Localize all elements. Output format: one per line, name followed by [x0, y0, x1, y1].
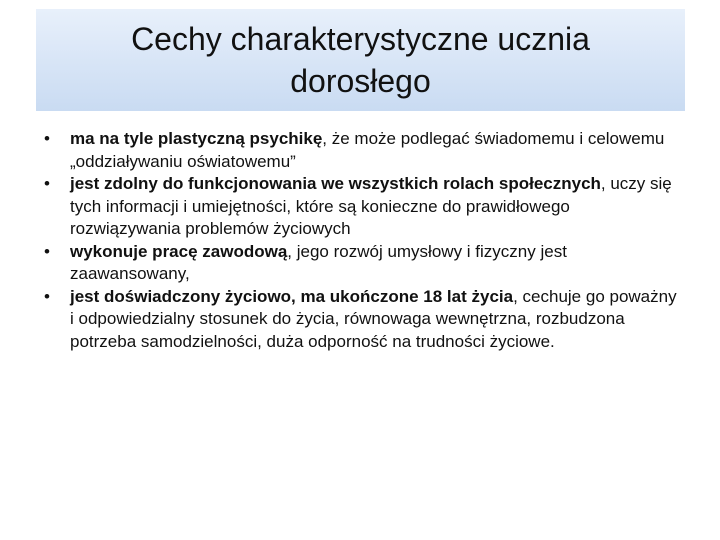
bullet-text: , uczy się tych informacji i umiejętności, które są konieczne do prawidłowego rozwiązywania problemów życiowych	[70, 174, 672, 238]
bullet-icon: •	[44, 129, 50, 148]
bullet-bold-text: wykonuje pracę zawodową	[70, 241, 288, 261]
list-item	[40, 128, 680, 173]
slide-title: Cechy charakterystyczne ucznia dorosłego	[131, 21, 590, 99]
bullet-text: , jego rozwój umysłowy i fizyczny jest zaawansowany,	[70, 241, 567, 283]
bullet-list	[40, 128, 680, 353]
list-item	[40, 241, 680, 286]
bullet-bold-text: jest doświadczony życiowo, ma ukończone 18 lat życia	[70, 286, 514, 306]
bullet-text: , cechuje go poważny i odpowiedzialny stosunek do życia, równowaga wewnętrzna, rozbudzona potrzeba samodzielności, duża odporność na trudności życiowe.	[70, 286, 677, 351]
list-item	[40, 286, 680, 354]
bullet-icon: •	[44, 174, 50, 193]
list-item	[40, 173, 680, 241]
bullet-bold-text: ma na tyle plastyczną psychikę	[70, 129, 323, 148]
bullet-bold-text: jest zdolny do funkcjonowania we wszystkich rolach społecznych	[70, 174, 601, 193]
bullet-icon: •	[44, 241, 50, 261]
title-banner	[36, 9, 685, 111]
bullet-icon: •	[44, 286, 50, 306]
bullet-text: , że może podlegać świadomemu i celowemu „oddziaływaniu oświatowemu”	[70, 129, 665, 171]
